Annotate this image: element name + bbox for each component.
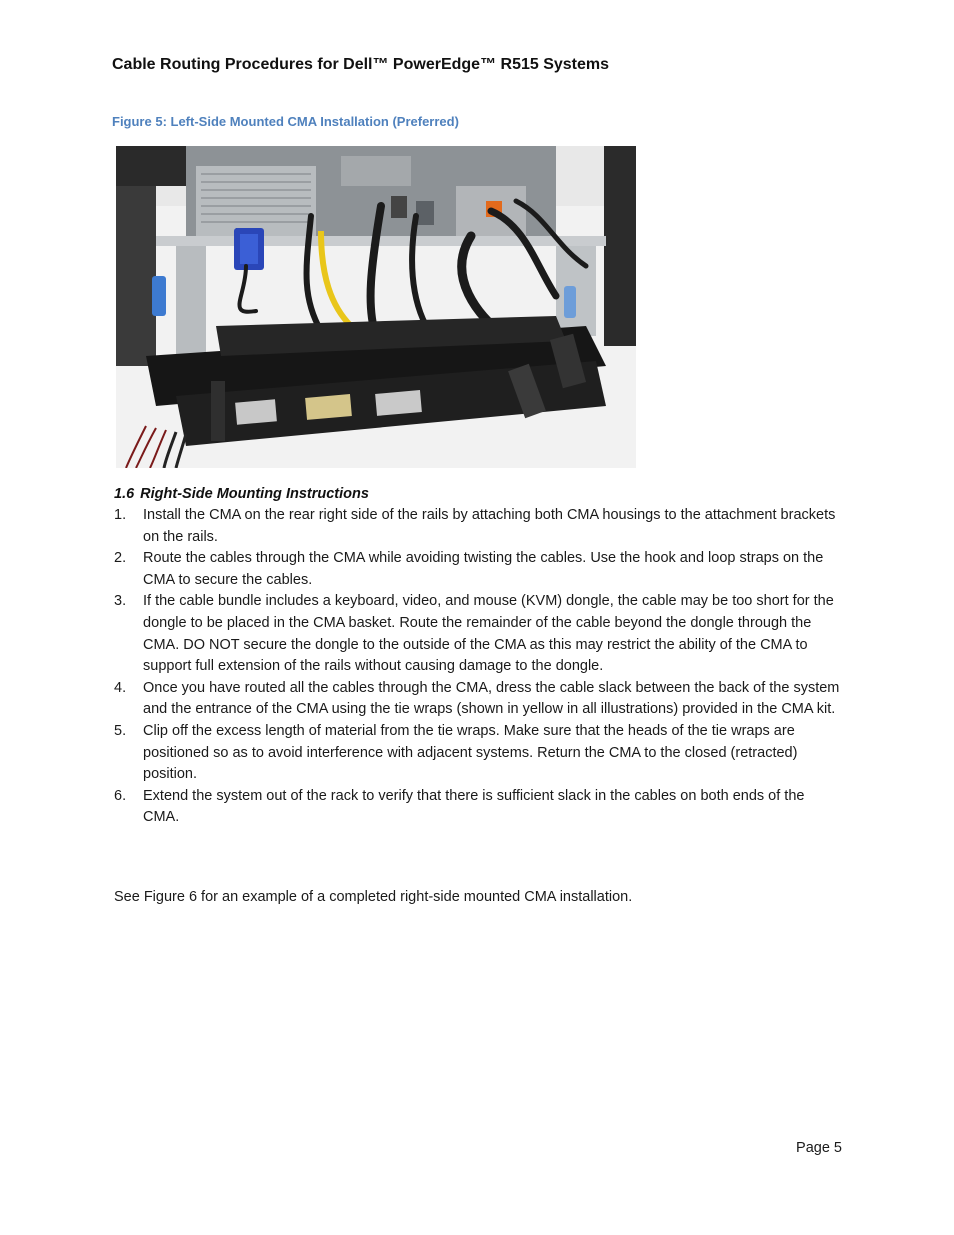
list-marker: 5.: [114, 722, 127, 739]
list-item-text: Route the cables through the CMA while avoiding twisting the cables. Use the hook and loop straps on the CMA to secure the cables.: [143, 550, 824, 588]
page-number: Page 5: [796, 1140, 842, 1156]
list-item-text: Install the CMA on the rear right side of the rails by attaching both CMA housings to the attachment brackets on the rails.: [143, 507, 836, 545]
section-number: 1.6: [114, 486, 135, 502]
closing-paragraph: See Figure 6 for an example of a completed right-side mounted CMA installation.: [114, 889, 633, 905]
list-item: [114, 678, 842, 721]
list-item: [114, 505, 842, 548]
list-item: [114, 548, 842, 591]
list-marker: 1.: [114, 507, 127, 523]
list-marker: 4.: [114, 679, 127, 696]
section-heading: [114, 486, 369, 502]
list-item-text: Extend the system out of the rack to verify that there is sufficient slack in the cables on both ends of the CMA.: [143, 787, 805, 826]
document-title: Cable Routing Procedures for Dell™ PowerEdge™ R515 Systems: [112, 56, 610, 73]
list-item: [114, 591, 842, 677]
list-item-text: Clip off the excess length of material from the tie wraps. Make sure that the heads of the tie wraps are positioned so as to avoid interference with adjacent systems. Return the CMA to the closed (retracted) position.: [143, 722, 798, 783]
list-item-text: If the cable bundle includes a keyboard, video, and mouse (KVM) dongle, the cable may be too short for the dongle to be placed in the CMA basket. Route the remainder of the cable beyond the dongle through the CMA. DO NOT secure the dongle to the outside of the CMA as this may restrict the ability of the CMA to support full extension of the rails without causing damage to the dongle.: [143, 593, 834, 675]
section-title: Right-Side Mounting Instructions: [140, 486, 369, 502]
list-item: [114, 786, 842, 829]
list-item-text: Once you have routed all the cables through the CMA, dress the cable slack between the back of the system and the entrance of the CMA using the tie wraps (shown in yellow in all illustrations) provided in the CMA kit.: [143, 679, 840, 718]
list-marker: 3.: [114, 593, 127, 610]
list-marker: 2.: [114, 550, 127, 567]
figure-caption: Figure 5: Left-Side Mounted CMA Installation (Preferred): [112, 114, 459, 129]
list-marker: 6.: [114, 787, 127, 804]
list-item: [114, 721, 842, 786]
cma-installation-photo: [116, 146, 636, 468]
instruction-list: [114, 505, 842, 829]
